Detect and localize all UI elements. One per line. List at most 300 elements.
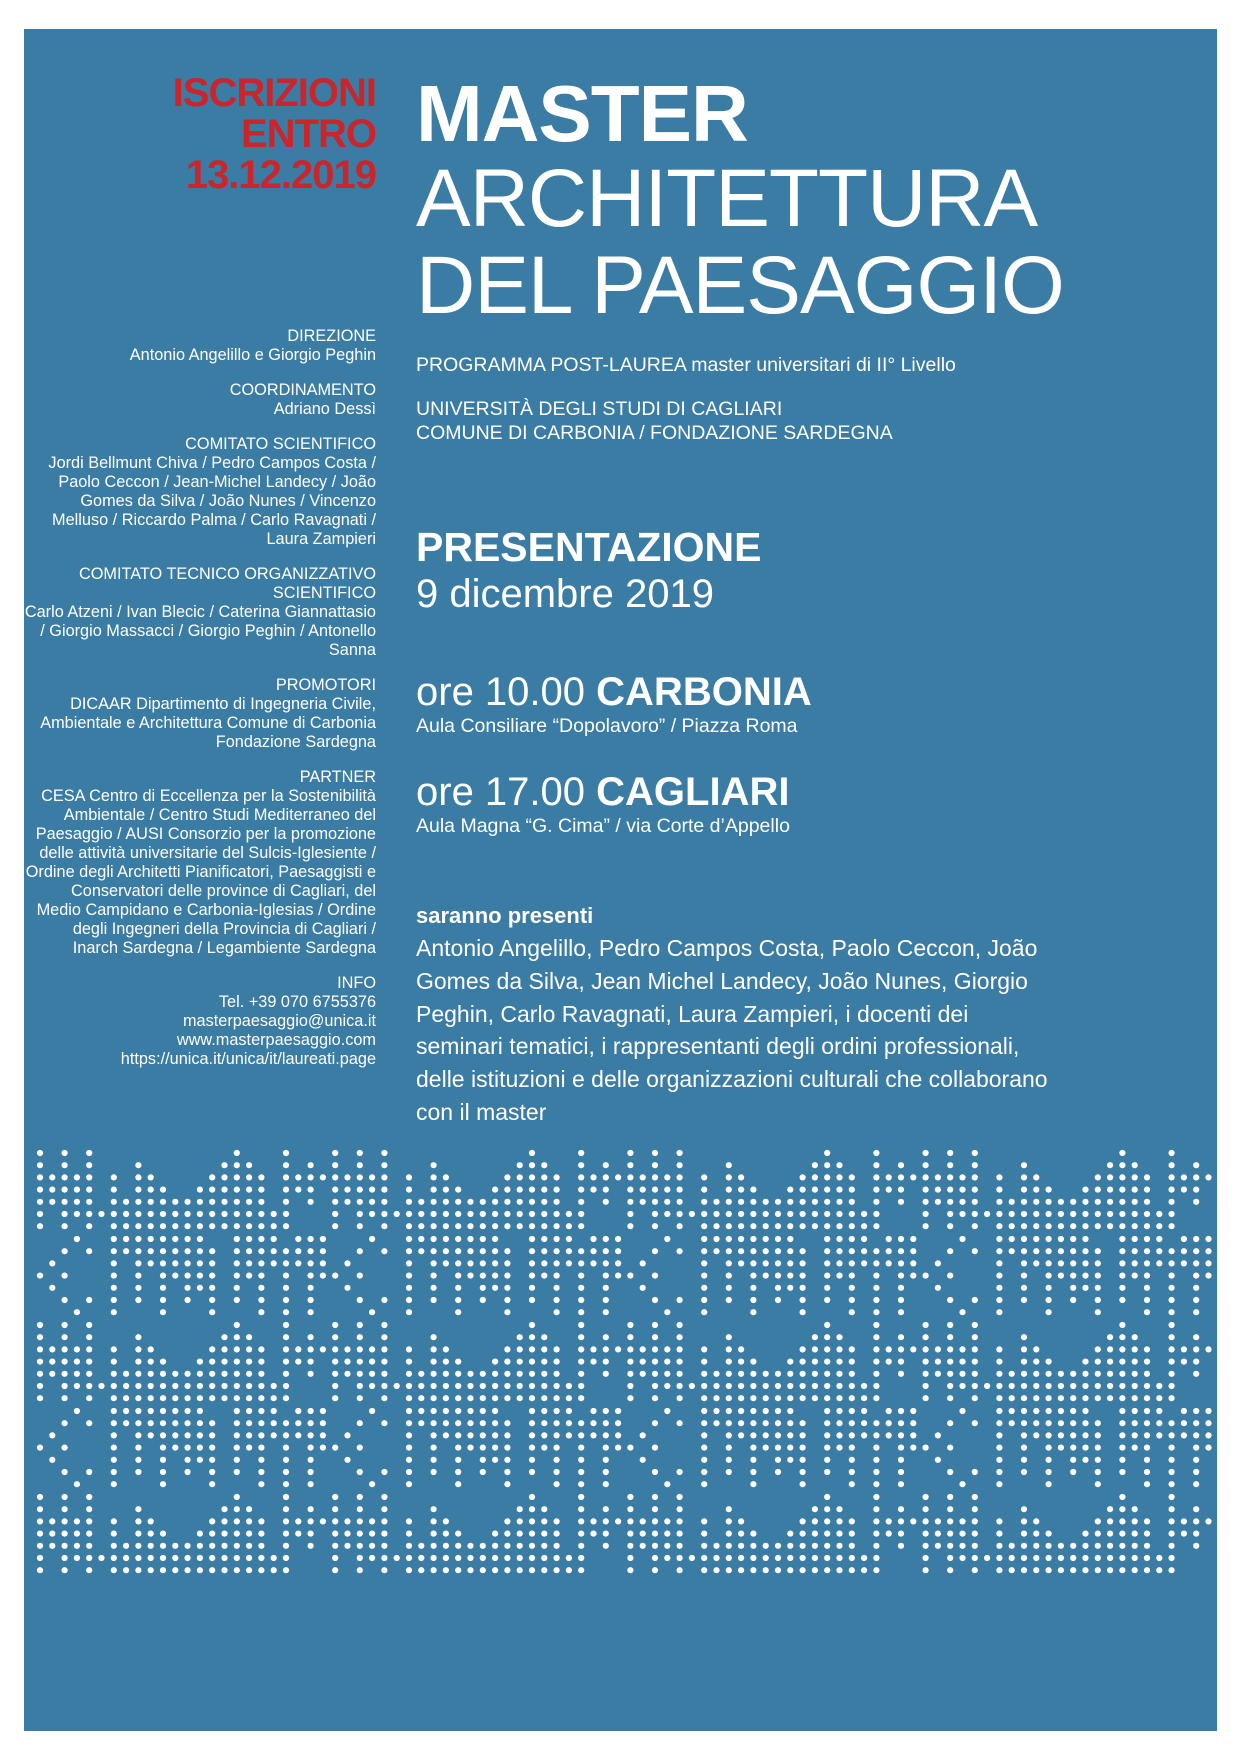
pattern-dot xyxy=(849,1297,855,1303)
pattern-dot xyxy=(1095,1273,1101,1279)
pattern-dot xyxy=(910,1174,916,1180)
pattern-dot xyxy=(1095,1248,1101,1254)
pattern-dot xyxy=(529,1199,535,1205)
session-carbonia xyxy=(416,669,812,737)
pattern-dot xyxy=(996,1285,1002,1291)
pattern-dot xyxy=(62,1518,68,1524)
pattern-dot xyxy=(898,1359,904,1365)
pattern-dot xyxy=(898,1248,904,1254)
pattern-dot xyxy=(406,1285,412,1291)
pattern-dot xyxy=(947,1494,953,1500)
pattern-dot xyxy=(554,1543,560,1549)
pattern-dot xyxy=(726,1223,732,1229)
pattern-dot xyxy=(787,1543,793,1549)
pattern-dot xyxy=(849,1543,855,1549)
pattern-dot xyxy=(283,1445,289,1451)
pattern-dot xyxy=(763,1420,769,1426)
pattern-dot xyxy=(234,1150,240,1156)
pattern-dot xyxy=(308,1187,314,1193)
pattern-dot xyxy=(258,1531,264,1537)
pattern-dot xyxy=(603,1248,609,1254)
pattern-dot xyxy=(738,1371,744,1377)
pattern-dot xyxy=(504,1481,510,1487)
pattern-dot xyxy=(713,1211,719,1217)
pattern-dot xyxy=(873,1150,879,1156)
pattern-dot xyxy=(406,1432,412,1438)
pattern-dot xyxy=(947,1420,953,1426)
pattern-dot xyxy=(221,1555,227,1561)
pattern-dot xyxy=(861,1408,867,1414)
pattern-dot xyxy=(443,1371,449,1377)
pattern-dot xyxy=(763,1248,769,1254)
pattern-dot xyxy=(517,1211,523,1217)
pattern-dot xyxy=(529,1567,535,1573)
pattern-dot xyxy=(713,1395,719,1401)
pattern-dot xyxy=(271,1432,277,1438)
pattern-dot xyxy=(664,1199,670,1205)
pattern-dot xyxy=(283,1150,289,1156)
pattern-dot xyxy=(308,1408,314,1414)
pattern-dot xyxy=(750,1211,756,1217)
pattern-dot xyxy=(320,1432,326,1438)
pattern-dot xyxy=(664,1543,670,1549)
pattern-dot xyxy=(1021,1285,1027,1291)
pattern-dot xyxy=(935,1371,941,1377)
pattern-dot xyxy=(443,1199,449,1205)
pattern-dot xyxy=(111,1481,117,1487)
pattern-dot xyxy=(185,1236,191,1242)
pattern-dot xyxy=(1095,1260,1101,1266)
pattern-dot xyxy=(172,1395,178,1401)
pattern-dot xyxy=(221,1383,227,1389)
pattern-dot xyxy=(726,1383,732,1389)
pattern-dot xyxy=(1193,1273,1199,1279)
pattern-dot xyxy=(381,1383,387,1389)
pattern-dot xyxy=(947,1174,953,1180)
pattern-dot xyxy=(836,1334,842,1340)
pattern-dot xyxy=(910,1408,916,1414)
pattern-dot xyxy=(923,1174,929,1180)
pattern-dot xyxy=(480,1555,486,1561)
pattern-dot xyxy=(615,1236,621,1242)
pattern-dot xyxy=(726,1457,732,1463)
pattern-dot xyxy=(381,1211,387,1217)
pattern-dot xyxy=(504,1395,510,1401)
pattern-dot xyxy=(701,1285,707,1291)
pattern-dot xyxy=(873,1531,879,1537)
pattern-dot xyxy=(258,1248,264,1254)
pattern-dot xyxy=(381,1174,387,1180)
pattern-dot xyxy=(775,1543,781,1549)
pattern-dot xyxy=(221,1531,227,1537)
credit-direzione xyxy=(24,327,376,365)
pattern-dot xyxy=(283,1309,289,1315)
pattern-dot xyxy=(1095,1567,1101,1573)
pattern-dot xyxy=(271,1383,277,1389)
pattern-dot xyxy=(738,1395,744,1401)
pattern-dot xyxy=(49,1199,55,1205)
pattern-dot xyxy=(750,1371,756,1377)
pattern-dot xyxy=(467,1211,473,1217)
pattern-dot xyxy=(652,1174,658,1180)
pattern-dot xyxy=(664,1408,670,1414)
pattern-dot xyxy=(381,1248,387,1254)
pattern-dot xyxy=(62,1383,68,1389)
info-url[interactable]: https://unica.it/unica/it/laureati.page xyxy=(120,1050,376,1068)
pattern-dot xyxy=(504,1248,510,1254)
pattern-dot xyxy=(787,1236,793,1242)
pattern-dot xyxy=(640,1543,646,1549)
pattern-dot xyxy=(185,1408,191,1414)
pattern-dot xyxy=(677,1555,683,1561)
pattern-dot xyxy=(295,1518,301,1524)
pattern-dot xyxy=(1107,1174,1113,1180)
pattern-dot xyxy=(185,1395,191,1401)
pattern-dot xyxy=(1132,1359,1138,1365)
pattern-dot xyxy=(197,1187,203,1193)
pattern-dot xyxy=(701,1223,707,1229)
pattern-dot xyxy=(529,1420,535,1426)
pattern-dot xyxy=(1021,1273,1027,1279)
pattern-dot xyxy=(357,1518,363,1524)
pattern-dot xyxy=(74,1187,80,1193)
pattern-dot xyxy=(258,1236,264,1242)
pattern-dot xyxy=(185,1567,191,1573)
pattern-dot xyxy=(123,1543,129,1549)
pattern-dot xyxy=(996,1420,1002,1426)
pattern-dot xyxy=(455,1359,461,1365)
pattern-dot xyxy=(554,1273,560,1279)
pattern-dot xyxy=(369,1174,375,1180)
pattern-dot xyxy=(578,1199,584,1205)
pattern-dot xyxy=(701,1555,707,1561)
pattern-dot xyxy=(320,1346,326,1352)
pattern-dot xyxy=(111,1555,117,1561)
pattern-dot xyxy=(1033,1518,1039,1524)
pattern-dot xyxy=(824,1567,830,1573)
pattern-dot xyxy=(160,1248,166,1254)
pattern-dot xyxy=(849,1273,855,1279)
pattern-dot xyxy=(701,1420,707,1426)
pattern-dot xyxy=(1095,1285,1101,1291)
pattern-dot xyxy=(381,1297,387,1303)
pattern-dot xyxy=(381,1334,387,1340)
pattern-dot xyxy=(800,1309,806,1315)
pattern-dot xyxy=(185,1543,191,1549)
pattern-dot xyxy=(824,1531,830,1537)
pattern-dot xyxy=(246,1359,252,1365)
institution-line: COMUNE DI CARBONIA / FONDAZIONE SARDEGNA xyxy=(416,422,893,444)
pattern-dot xyxy=(406,1223,412,1229)
pattern-dot xyxy=(763,1273,769,1279)
pattern-dot xyxy=(996,1236,1002,1242)
pattern-dot xyxy=(431,1346,437,1352)
pattern-dot xyxy=(1169,1309,1175,1315)
pattern-dot xyxy=(357,1420,363,1426)
pattern-dot xyxy=(812,1359,818,1365)
pattern-dot xyxy=(750,1223,756,1229)
credit-heading: COORDINAMENTO xyxy=(229,381,376,399)
pattern-dot xyxy=(357,1555,363,1561)
pattern-dot xyxy=(357,1174,363,1180)
pattern-dot xyxy=(197,1223,203,1229)
pattern-dot xyxy=(332,1334,338,1340)
pattern-dot xyxy=(1021,1420,1027,1426)
pattern-dot xyxy=(504,1555,510,1561)
pattern-dot xyxy=(209,1346,215,1352)
pattern-dot xyxy=(898,1469,904,1475)
pattern-dot xyxy=(1070,1248,1076,1254)
pattern-dot xyxy=(271,1567,277,1573)
pattern-dot xyxy=(1144,1187,1150,1193)
pattern-dot xyxy=(812,1334,818,1340)
pattern-dot xyxy=(1082,1260,1088,1266)
pattern-dot xyxy=(369,1408,375,1414)
pattern-dot xyxy=(677,1199,683,1205)
pattern-dot xyxy=(357,1395,363,1401)
pattern-dot xyxy=(492,1223,498,1229)
pattern-dot xyxy=(886,1174,892,1180)
pattern-dot xyxy=(972,1469,978,1475)
pattern-dot xyxy=(148,1567,154,1573)
pattern-dot xyxy=(566,1395,572,1401)
pattern-dot xyxy=(800,1432,806,1438)
pattern-dot xyxy=(431,1285,437,1291)
pattern-dot xyxy=(480,1408,486,1414)
pattern-dot xyxy=(578,1518,584,1524)
pattern-dot xyxy=(947,1506,953,1512)
pattern-dot xyxy=(1156,1432,1162,1438)
pattern-dot xyxy=(947,1150,953,1156)
pattern-dot xyxy=(283,1469,289,1475)
pattern-dot xyxy=(959,1309,965,1315)
pattern-dot xyxy=(369,1211,375,1217)
pattern-dot xyxy=(492,1395,498,1401)
pattern-dot xyxy=(357,1150,363,1156)
pattern-dot xyxy=(1119,1395,1125,1401)
pattern-dot xyxy=(431,1236,437,1242)
pattern-dot xyxy=(1033,1420,1039,1426)
pattern-dot xyxy=(455,1481,461,1487)
pattern-dot xyxy=(640,1346,646,1352)
pattern-dot xyxy=(148,1187,154,1193)
pattern-dot xyxy=(726,1346,732,1352)
pattern-dot xyxy=(824,1162,830,1168)
credit-body: Carlo Atzeni / Ivan Blecic / Caterina Giannattasio / Giorgio Massacci / Giorgio Peghin / Antonello Sanna xyxy=(24,603,376,659)
pattern-dot xyxy=(357,1359,363,1365)
pattern-dot xyxy=(787,1260,793,1266)
pattern-dot xyxy=(283,1211,289,1217)
pattern-dot xyxy=(750,1531,756,1537)
pattern-dot xyxy=(603,1236,609,1242)
pattern-dot xyxy=(431,1395,437,1401)
pattern-dot xyxy=(406,1518,412,1524)
pattern-dot xyxy=(135,1199,141,1205)
pattern-dot xyxy=(947,1334,953,1340)
pattern-dot xyxy=(1082,1236,1088,1242)
pattern-dot xyxy=(209,1297,215,1303)
pattern-dot xyxy=(197,1531,203,1537)
pattern-dot xyxy=(1021,1432,1027,1438)
pattern-dot xyxy=(873,1211,879,1217)
pattern-dot xyxy=(234,1174,240,1180)
pattern-dot xyxy=(283,1162,289,1168)
pattern-dot xyxy=(824,1285,830,1291)
pattern-dot xyxy=(578,1285,584,1291)
pattern-dot xyxy=(1193,1481,1199,1487)
pattern-dot xyxy=(1132,1187,1138,1193)
pattern-dot xyxy=(701,1309,707,1315)
pattern-dot xyxy=(873,1371,879,1377)
pattern-dot xyxy=(947,1543,953,1549)
pattern-dot xyxy=(504,1445,510,1451)
pattern-dot xyxy=(910,1432,916,1438)
pattern-dot xyxy=(135,1506,141,1512)
pattern-dot xyxy=(283,1223,289,1229)
pattern-dot xyxy=(910,1518,916,1524)
pattern-dot xyxy=(1046,1481,1052,1487)
pattern-dot xyxy=(554,1432,560,1438)
pattern-dot xyxy=(800,1420,806,1426)
pattern-dot xyxy=(504,1383,510,1389)
pattern-dot xyxy=(923,1223,929,1229)
pattern-dot xyxy=(1095,1420,1101,1426)
pattern-dot xyxy=(824,1150,830,1156)
pattern-dot xyxy=(37,1174,43,1180)
pattern-dot xyxy=(160,1555,166,1561)
pattern-dot xyxy=(726,1506,732,1512)
pattern-dot xyxy=(972,1223,978,1229)
pattern-dot xyxy=(1132,1334,1138,1340)
pattern-dot xyxy=(1070,1285,1076,1291)
pattern-dot xyxy=(800,1555,806,1561)
pattern-dot xyxy=(62,1322,68,1328)
pattern-dot xyxy=(258,1359,264,1365)
pattern-dot xyxy=(836,1395,842,1401)
pattern-dot xyxy=(1058,1371,1064,1377)
pattern-dot xyxy=(529,1346,535,1352)
pattern-dot xyxy=(787,1531,793,1537)
pattern-dot xyxy=(443,1187,449,1193)
pattern-dot xyxy=(1169,1371,1175,1377)
pattern-dot xyxy=(1009,1236,1015,1242)
pattern-dot xyxy=(1169,1555,1175,1561)
pattern-dot xyxy=(111,1297,117,1303)
pattern-dot xyxy=(1205,1445,1211,1451)
pattern-dot xyxy=(185,1285,191,1291)
pattern-dot xyxy=(1021,1174,1027,1180)
pattern-dot xyxy=(37,1543,43,1549)
pattern-dot xyxy=(935,1543,941,1549)
pattern-dot xyxy=(923,1359,929,1365)
pattern-dot xyxy=(86,1223,92,1229)
pattern-dot xyxy=(1144,1395,1150,1401)
pattern-dot xyxy=(800,1297,806,1303)
pattern-dot xyxy=(1169,1187,1175,1193)
pattern-dot xyxy=(148,1223,154,1229)
pattern-dot xyxy=(1193,1518,1199,1524)
pattern-dot xyxy=(1144,1481,1150,1487)
pattern-dot xyxy=(258,1199,264,1205)
pattern-dot xyxy=(849,1531,855,1537)
pattern-dot xyxy=(197,1236,203,1242)
pattern-dot xyxy=(923,1211,929,1217)
pattern-dot xyxy=(849,1199,855,1205)
pattern-dot xyxy=(467,1555,473,1561)
pattern-dot xyxy=(344,1432,350,1438)
pattern-dot xyxy=(1193,1432,1199,1438)
pattern-dot xyxy=(972,1555,978,1561)
pattern-dot xyxy=(775,1432,781,1438)
pattern-dot xyxy=(1095,1457,1101,1463)
pattern-dot xyxy=(406,1309,412,1315)
pattern-dot xyxy=(344,1359,350,1365)
pattern-dot xyxy=(271,1555,277,1561)
pattern-dot xyxy=(480,1469,486,1475)
pattern-dot xyxy=(1021,1211,1027,1217)
session-venue: Aula Magna “G. Cima” / via Corte d’Appello xyxy=(416,815,790,837)
pattern-dot xyxy=(861,1432,867,1438)
pattern-dot xyxy=(898,1260,904,1266)
pattern-dot xyxy=(578,1531,584,1537)
pattern-dot xyxy=(37,1506,43,1512)
info-website[interactable]: www.masterpaesaggio.com xyxy=(176,1031,376,1049)
info-email[interactable]: masterpaesaggio@unica.it xyxy=(182,1012,376,1030)
pattern-dot xyxy=(74,1555,80,1561)
pattern-dot xyxy=(554,1174,560,1180)
pattern-dot xyxy=(529,1211,535,1217)
pattern-dot xyxy=(738,1174,744,1180)
pattern-dot xyxy=(800,1346,806,1352)
pattern-dot xyxy=(344,1260,350,1266)
pattern-dot xyxy=(1082,1531,1088,1537)
pattern-dot xyxy=(1070,1383,1076,1389)
pattern-dot xyxy=(1132,1273,1138,1279)
pattern-dot xyxy=(86,1371,92,1377)
pattern-dot xyxy=(554,1469,560,1475)
pattern-dot xyxy=(234,1211,240,1217)
pattern-dot xyxy=(726,1273,732,1279)
pattern-dot xyxy=(578,1395,584,1401)
pattern-dot xyxy=(603,1408,609,1414)
pattern-dot xyxy=(234,1260,240,1266)
pattern-dot xyxy=(873,1260,879,1266)
pattern-dot xyxy=(652,1211,658,1217)
pattern-dot xyxy=(627,1395,633,1401)
pattern-dot xyxy=(1181,1420,1187,1426)
pattern-dot xyxy=(898,1445,904,1451)
pattern-dot xyxy=(381,1494,387,1500)
pattern-dot xyxy=(947,1248,953,1254)
pattern-dot xyxy=(1082,1359,1088,1365)
pattern-dot xyxy=(529,1248,535,1254)
pattern-dot xyxy=(332,1371,338,1377)
pattern-dot xyxy=(504,1309,510,1315)
pattern-dot xyxy=(283,1260,289,1266)
pattern-dot xyxy=(849,1383,855,1389)
pattern-dot xyxy=(1119,1285,1125,1291)
pattern-dot xyxy=(1107,1518,1113,1524)
pattern-dot xyxy=(234,1494,240,1500)
pattern-dot xyxy=(62,1371,68,1377)
pattern-dot xyxy=(246,1223,252,1229)
pattern-dot xyxy=(172,1371,178,1377)
pattern-dot xyxy=(492,1273,498,1279)
pattern-dot xyxy=(443,1346,449,1352)
pattern-dot xyxy=(381,1199,387,1205)
pattern-dot xyxy=(1156,1395,1162,1401)
pattern-dot xyxy=(800,1174,806,1180)
